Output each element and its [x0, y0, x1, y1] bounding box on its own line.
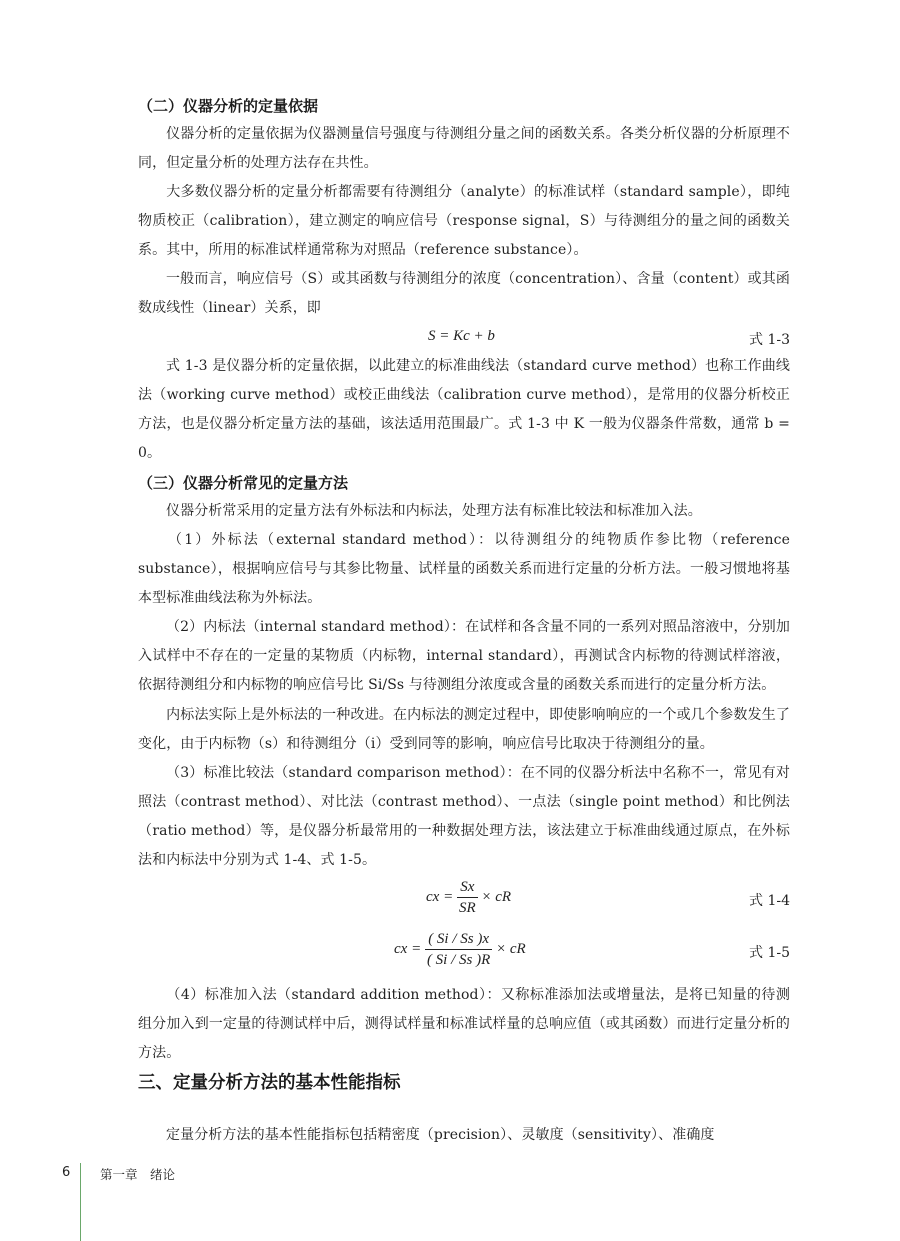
paragraph [138, 265, 790, 323]
equation-1-3 [138, 324, 790, 354]
chapter-title: 第一章 绪论 [100, 1167, 176, 1182]
paragraph [138, 701, 790, 759]
paragraph [138, 1121, 790, 1150]
equation-rhs: × cR [496, 940, 526, 957]
paragraph [138, 120, 790, 178]
fraction-numerator: Sx [457, 878, 478, 898]
paragraph-text: 定量分析方法的基本性能指标包括精密度（precision）、灵敏度（sensitivity）、准确度 [166, 1127, 715, 1143]
fraction-denominator: SR [458, 900, 476, 916]
equation-1-4 [138, 874, 790, 920]
equation-lhs: cx = [394, 940, 422, 957]
chapter-section-heading: 三、定量分析方法的基本性能指标 [138, 1073, 401, 1093]
paragraph-standard-addition [138, 981, 790, 1068]
paragraph [138, 178, 790, 265]
paragraph-standard-comparison [138, 759, 790, 875]
paragraph-text: 内标法实际上是外标法的一种改进。在内标法的测定过程中，即使影响响应的一个或几个参数发生了变化，由于内标物（s）和待测组分（i）受到同等的影响，响应信号比取决于待测组分的量。 [138, 707, 790, 752]
fraction-numerator: ( Si / Ss )x [425, 930, 492, 950]
equation-label: 式 1-4 [749, 893, 790, 909]
paragraph-text: （2）内标法（internal standard method）：在试样和各含量不同的一系列对照品溶液中，分别加入试样中不存在的一定量的某物质（内标物，internal standard），再测试含内标物的待测试样溶液，依据待测组分和内标物的响应信号比 Si/Ss 与待测组分浓度或含量的函数关系而进行的定量分析方法。 [138, 619, 790, 693]
equation-expression [426, 878, 511, 917]
paragraph-internal-standard [138, 613, 790, 700]
paragraph [138, 497, 790, 526]
paragraph-external-standard [138, 526, 790, 613]
paragraph-text: 一般而言，响应信号（S）或其函数与待测组分的浓度（concentration）、含量（content）或其函数成线性（linear）关系，即 [138, 271, 790, 316]
equation-rhs: × cR [481, 888, 512, 905]
paragraph-text: 大多数仪器分析的定量分析都需要有待测组分（analyte）的标准试样（standard sample），即纯物质校正（calibration），建立测定的响应信号（response signal，S）与待测组分的量之间的函数关系。其中，所用的标准试样通常称为对照品（reference substance）。 [138, 184, 790, 258]
paragraph-text: （4）标准加入法（standard addition method）：又称标准添加法或增量法，是将已知量的待测组分加入到一定量的待测试样中后，测得试样量和标准试样量的总响应值（或其函数）而进行定量分析的方法。 [138, 987, 790, 1061]
equation-label: 式 1-3 [749, 332, 790, 348]
footer-divider [80, 1163, 81, 1241]
equation-expression [394, 930, 526, 969]
section-heading-2: （二）仪器分析的定量依据 [138, 97, 319, 115]
paragraph-text: （3）标准比较法（standard comparison method）：在不同的仪器分析法中名称不一，常见有对照法（contrast method）、对比法（contrast method）、一点法（single point method）和比例法（ratio method）等，是仪器分析最常用的一种数据处理方法，该法建立于标准曲线通过原点，在外标法和内标法中分别为式 1-4、式 1-5。 [138, 765, 790, 868]
paragraph [138, 352, 790, 468]
equation-lhs: cx = [426, 888, 454, 905]
paragraph-text: （1）外标法（external standard method）：以待测组分的纯物质作参比物（reference substance），根据响应信号与其参比物量、试样量的函数关系而进行定量的分析方法。一般习惯地将基本型标准曲线法称为外标法。 [138, 532, 790, 606]
paragraph-text: 式 1-3 是仪器分析的定量依据，以此建立的标准曲线法（standard curve method）也称工作曲线法（working curve method）或校正曲线法（calibration curve method），是常用的仪器分析校正方法，也是仪器分析定量方法的基础，该法适用范围最广。式 1-3 中 K 一般为仪器条件常数，通常 b = 0。 [138, 358, 790, 461]
section-heading-3: （三）仪器分析常见的定量方法 [138, 474, 349, 492]
paragraph-text: 仪器分析的定量依据为仪器测量信号强度与待测组分量之间的函数关系。各类分析仪器的分析原理不同，但定量分析的处理方法存在共性。 [138, 126, 790, 171]
page-number: 6 [62, 1165, 71, 1180]
fraction [457, 878, 478, 917]
fraction [425, 930, 492, 969]
equation-label: 式 1-5 [749, 945, 790, 961]
paragraph-text: 仪器分析常采用的定量方法有外标法和内标法，处理方法有标准比较法和标准加入法。 [166, 503, 702, 519]
equation-1-5 [138, 926, 790, 972]
equation-expression: S = Kc + b [428, 328, 495, 344]
fraction-denominator: ( Si / Ss )R [426, 952, 491, 968]
